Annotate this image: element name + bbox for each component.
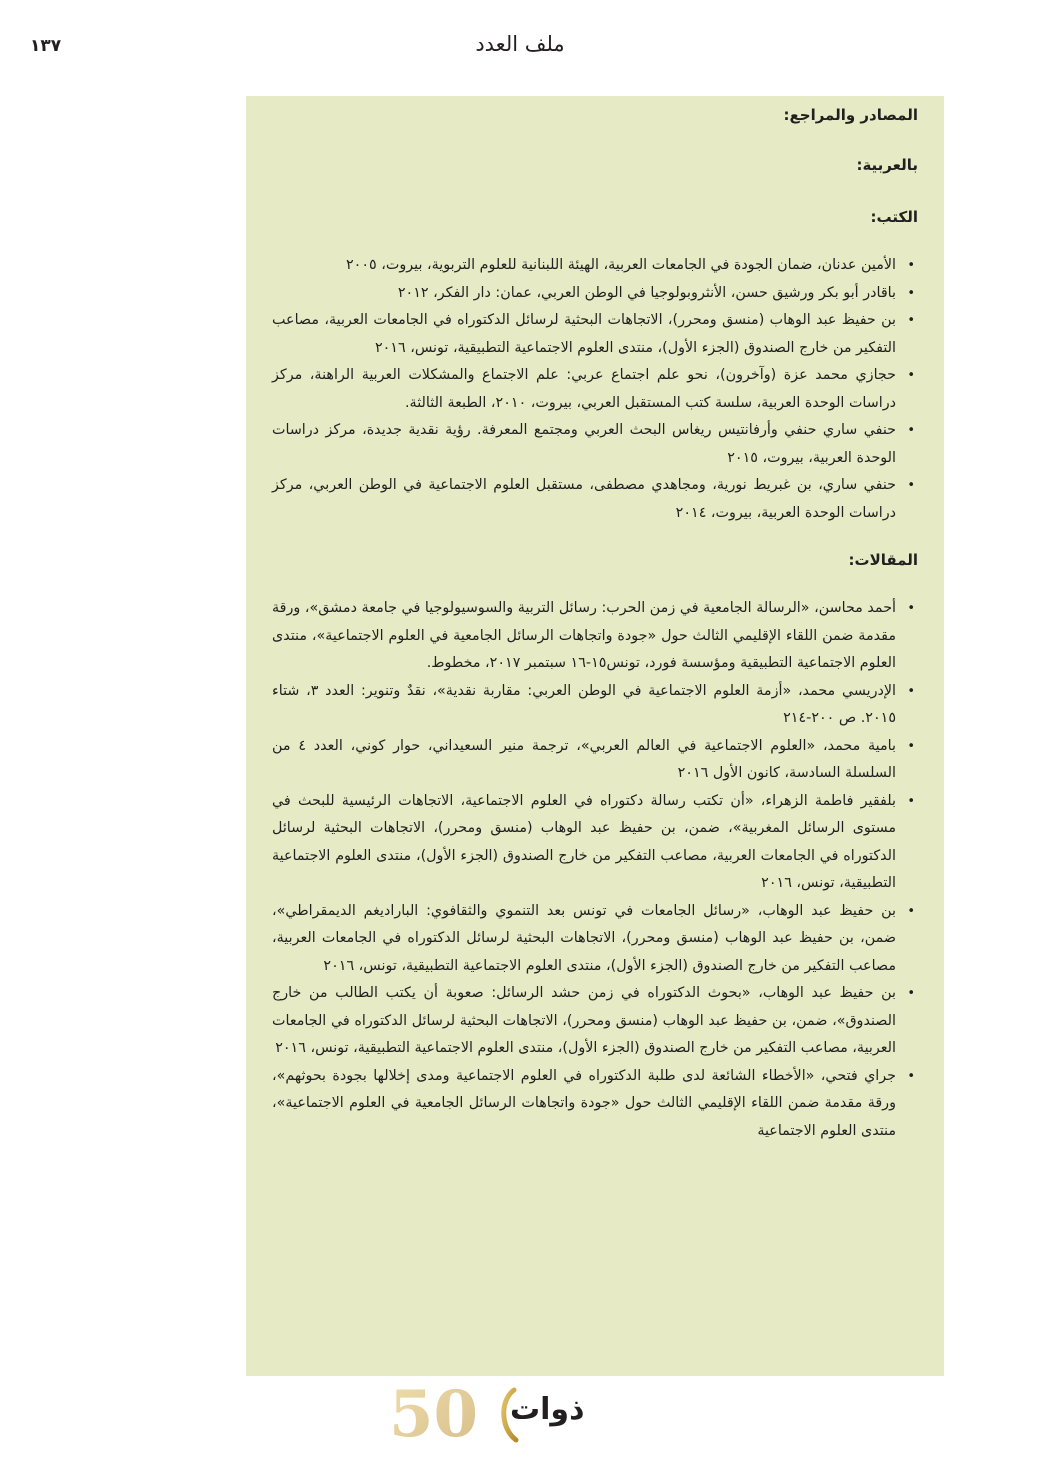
article-item: • بامية محمد، «العلوم الاجتماعية في العالم العربي»، ترجمة منير السعيداني، حوار كوني، العدد ٤ من السلسلة السادسة، كانون الأول ٢٠١٦ [272,733,918,788]
logo-text: ذوات [510,1392,585,1427]
article-item: • بلفقير فاطمة الزهراء، «أن تكتب رسالة دكتوراه في العلوم الاجتماعية، الاتجاهات الرئيسية للبحث في مستوى الرسائل المغربية»، ضمن، بن حفيظ عبد الوهاب (منسق ومحرر)، الاتجاهات البحثية لرسائل الدكتوراه في الجامعات العربية، مصاعب التفكير من خارج الصندوق (الجزء الأول)، منتدى العلوم الاجتماعية التطبيقية، تونس، ٢٠١٦ [272,788,918,898]
book-item: • حنفي ساري حنفي وأرفانتيس ريغاس البحث العربي ومجتمع المعرفة. رؤية نقدية جديدة، مركز دراسات الوحدة العربية، بيروت، ٢٠١٥ [272,417,918,472]
books-list [272,252,918,527]
page-header-title: ملف العدد [475,32,565,56]
article-item: • جراي فتحي، «الأخطاء الشائعة لدى طلبة الدكتوراه في العلوم الاجتماعية ومدى إخلالها بجودة بحوثهم»، ورقة مقدمة ضمن اللقاء الإقليمي الثالث حول «جودة واتجاهات الرسائل الجامعية في العلوم الاجتماعية»، منتدى العلوم الاجتماعية [272,1063,918,1146]
references-panel [246,96,944,1376]
book-item: • بن حفيظ عبد الوهاب (منسق ومحرر)، الاتجاهات البحثية لرسائل الدكتوراه في الجامعات العربية، مصاعب التفكير من خارج الصندوق (الجزء الأول)، منتدى العلوم الاجتماعية التطبيقية، تونس، ٢٠١٦ [272,307,918,362]
book-item: • باقادر أبو بكر ورشيق حسن، الأنثروبولوجيا في الوطن العربي، عمان: دار الفكر، ٢٠١٢ [272,280,918,308]
dhawat-logo [388,1377,610,1452]
article-item: • بن حفيظ عبد الوهاب، «بحوث الدكتوراه في زمن حشد الرسائل: صعوبة أن يكتب الطالب من خارج الصندوق»، ضمن، بن حفيظ عبد الوهاب (منسق ومحرر)، الاتجاهات البحثية لرسائل الدكتوراه في الجامعات العربية، مصاعب التفكير من خارج الصندوق (الجزء الأول)، منتدى العلوم الاجتماعية التطبيقية، تونس، ٢٠١٦ [272,980,918,1063]
page-number: ١٣٧ [30,36,62,56]
book-item: • حنفي ساري، بن غبريط نورية، ومجاهدي مصطفى، مستقبل العلوم الاجتماعية في الوطن العربي، مركز دراسات الوحدة العربية، بيروت، ٢٠١٤ [272,472,918,527]
article-item: • أحمد محاسن، «الرسالة الجامعية في زمن الحرب: رسائل التربية والسوسيولوجيا في جامعة دمشق»، ورقة مقدمة ضمن اللقاء الإقليمي الثالث حول «جودة واتجاهات الرسائل الجامعية في العلوم الاجتماعية»، منتدى العلوم الاجتماعية التطبيقية ومؤسسة فورد، تونس١٥-١٦ سبتمبر ٢٠١٧، مخطوط. [272,595,918,678]
logo-number: 50 [388,1377,478,1452]
book-item: • حجازي محمد عزة (وآخرون)، نحو علم اجتماع عربي: علم الاجتماع والمشكلات العربية الراهنة، مركز دراسات الوحدة العربية، سلسة كتب المستقبل العربي، بيروت، ٢٠١٠، الطبعة الثالثة. [272,362,918,417]
article-item: • الإدريسي محمد، «أزمة العلوم الاجتماعية في الوطن العربي: مقاربة نقدية»، نقدٌ وتنوير: العدد ٣، شتاء ٢٠١٥. ص ٢٠٠-٢١٤ [272,678,918,733]
book-item: • الأمين عدنان، ضمان الجودة في الجامعات العربية، الهيئة اللبنانية للعلوم التربوية، بيروت، ٢٠٠٥ [272,252,918,280]
references-heading: المصادر والمراجع: [783,106,918,124]
article-item: • بن حفيظ عبد الوهاب، «رسائل الجامعات في تونس بعد التنموي والثقافوي: البارادیغم الديمقراطي»، ضمن، بن حفيظ عبد الوهاب (منسق ومحرر)، الاتجاهات البحثية لرسائل الدكتوراه في الجامعات العربية، مصاعب التفكير من خارج الصندوق (الجزء الأول)، منتدى العلوم الاجتماعية التطبيقية، تونس، ٢٠١٦ [272,898,918,981]
articles-heading: المقالات: [848,551,918,569]
books-heading: الكتب: [870,208,918,226]
arabic-sources-heading: بالعربية: [856,156,918,174]
articles-list [272,595,918,1145]
